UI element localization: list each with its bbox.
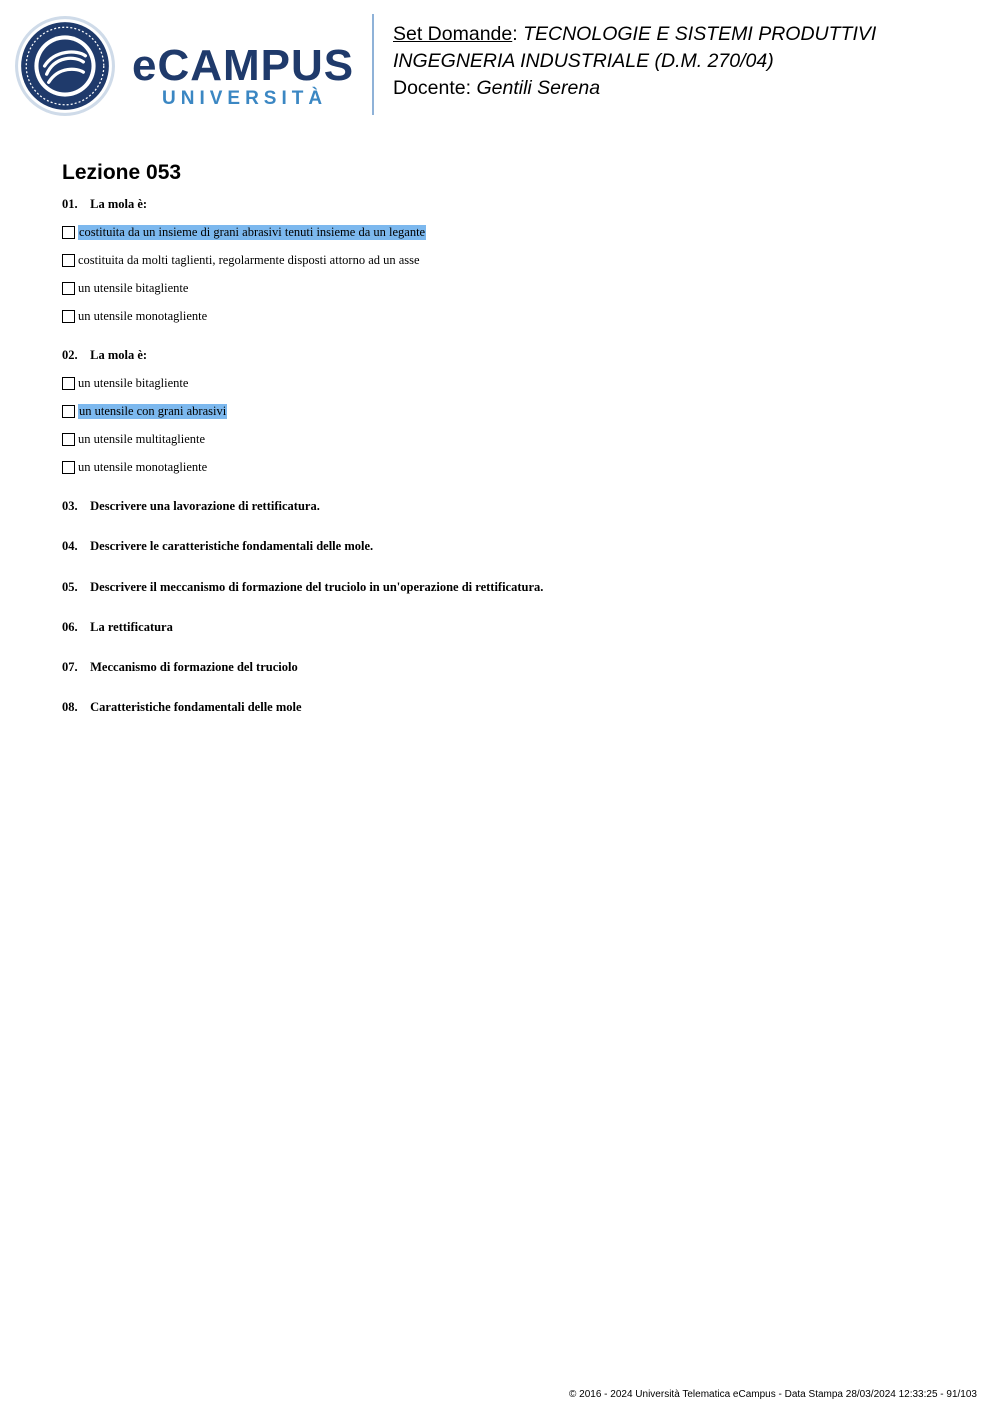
option-text: un utensile monotagliente [78,459,208,474]
course-title: TECNOLOGIE E SISTEMI PRODUTTIVI [523,23,877,45]
set-domande-label: Set Domande [393,23,513,45]
header-line-course [393,21,993,48]
page-footer: © 2016 - 2024 Università Telematica eCampus - Data Stampa 28/03/2024 12:33:25 - 91/103 [569,1389,977,1400]
question-number: 05. [62,580,78,594]
logo-brand-text: eCAMPUS [132,41,355,90]
option-checkbox[interactable] [62,226,75,239]
header-divider [372,14,374,115]
question-number: 07. [62,660,78,674]
option-checkbox[interactable] [62,254,75,267]
option-text-highlighted: costituita da un insieme di grani abrasivi tenuti insieme da un legante [79,224,426,239]
question-number: 06. [62,620,78,634]
option-text: un utensile monotagliente [78,308,208,323]
question-number: 08. [62,700,78,714]
question-text: Descrivere il meccanismo di formazione del truciolo in un'operazione di rettificatura. [90,580,544,594]
lesson-title: Lezione 053 [62,161,182,184]
question-06 [62,620,173,635]
option-text-highlighted: un utensile con grani abrasivi [79,403,227,418]
option-row [62,459,207,475]
option-checkbox[interactable] [62,282,75,295]
option-text: un utensile multitagliente [78,431,206,446]
option-checkbox[interactable] [62,405,75,418]
option-text: un utensile bitagliente [78,375,189,390]
question-text: Descrivere le caratteristiche fondamentali delle mole. [90,539,374,553]
question-05 [62,580,543,595]
question-number: 03. [62,499,78,513]
question-number: 04. [62,539,78,553]
option-row [62,431,205,447]
question-text: Caratteristiche fondamentali delle mole [90,700,302,714]
question-03 [62,499,320,514]
docente-name: Gentili Serena [476,77,601,99]
header-line-docente [393,75,993,102]
option-text: un utensile bitagliente [78,280,189,295]
option-text: costituita da molti taglienti, regolarmente disposti attorno ad un asse [78,252,420,267]
option-checkbox[interactable] [62,461,75,474]
question-02 [62,348,147,363]
question-number: 01. [62,197,78,211]
question-text: La rettificatura [90,620,173,634]
question-text: Descrivere una lavorazione di rettificatura. [90,499,320,513]
document-header [393,21,993,102]
header-colon: : [512,23,518,45]
logo-sub-text: UNIVERSITÀ [162,88,328,109]
option-row [62,252,420,268]
option-row [62,224,426,240]
option-row [62,403,227,419]
question-08 [62,700,302,715]
option-checkbox[interactable] [62,310,75,323]
option-row [62,308,207,324]
question-text: Meccanismo di formazione del truciolo [90,660,298,674]
option-row [62,280,188,296]
question-07 [62,660,298,675]
question-04 [62,539,373,554]
option-checkbox[interactable] [62,433,75,446]
docente-label: Docente: [393,77,472,99]
ecampus-wordmark [132,42,356,112]
option-checkbox[interactable] [62,377,75,390]
question-number: 02. [62,348,78,362]
question-text: La mola è: [90,197,148,211]
degree-title: INGEGNERIA INDUSTRIALE (D.M. 270/04) [393,50,774,72]
ecampus-seal-logo [14,15,116,117]
question-text: La mola è: [90,348,148,362]
option-row [62,375,188,391]
question-01 [62,197,147,212]
